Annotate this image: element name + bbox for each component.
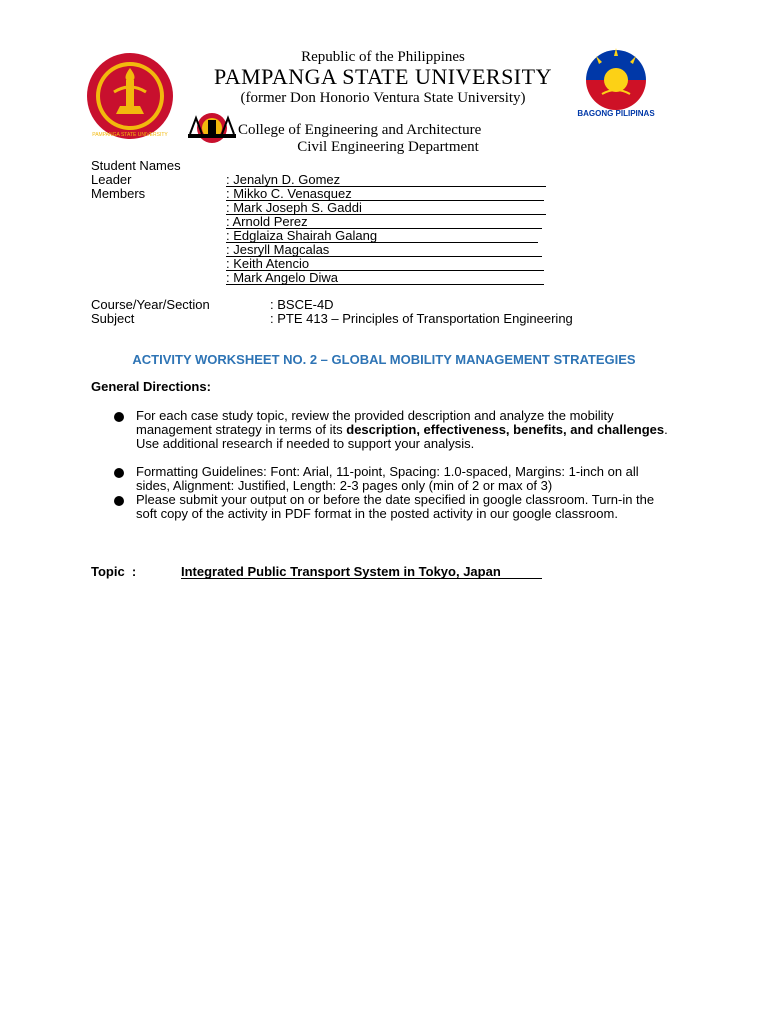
subject-label: Subject [91,311,135,326]
member-name: : Arnold Perez [226,215,542,229]
members-label: Members [91,186,146,201]
university-seal-logo [86,52,174,140]
member-name: : Mark Joseph S. Gaddi [226,201,546,215]
activity-title: ACTIVITY WORKSHEET NO. 2 – GLOBAL MOBILITY MANAGEMENT STRATEGIES [132,352,636,367]
direction-text: . Use additional research if needed to support your analysis. [136,422,668,451]
member-name: : Keith Atencio [226,257,544,271]
leader-name: : Jenalyn D. Gomez [226,173,546,187]
member-name: : Mikko C. Venasquez [226,187,544,201]
subject-value: : PTE 413 – Principles of Transportation Engineering [270,311,573,326]
topic-value: Integrated Public Transport System in Tokyo, Japan [181,565,542,579]
college-logo [186,112,238,144]
republic-line: Republic of the Philippines [301,49,465,65]
direction-text: For each case study topic, review the provided description and analyze the mobility management strategy in terms of its [136,408,614,437]
university-name: PAMPANGA STATE UNIVERSITY [214,64,552,89]
bullet-icon [114,496,124,506]
leader-label: Leader [91,172,132,187]
topic-label: Topic : [91,564,137,579]
course-label: Course/Year/Section [91,297,210,312]
bullet-icon [114,412,124,422]
logo-wordmark: BAGONG PILIPINAS [577,109,655,118]
member-name: : Edglaiza Shairah Galang [226,229,538,243]
direction-item: Formatting Guidelines: Font: Arial, 11-point, Spacing: 1.0-spaced, Margins: 1-inch on all sides, Alignment: Justified, Length: 2-3 pages only (min of 2 or max of 3) [136,464,639,493]
bullet-icon [114,468,124,478]
former-name: (former Don Honorio Ventura State University) [240,90,526,106]
direction-emphasis: description, effectiveness, benefits, and challenges [346,422,665,437]
student-names-heading: Student Names [91,158,181,173]
college-name: College of Engineering and Architecture [238,122,482,138]
department-name: Civil Engineering Department [297,139,479,155]
member-name: : Jesryll Magcalas [226,243,542,257]
direction-item: Please submit your output on or before the date specified in google classroom. Turn-in the soft copy of the activity in PDF format in the posted activity in our google classroom. [136,492,655,521]
svg-text:PAMPANGA STATE UNIVERSITY: PAMPANGA STATE UNIVERSITY [92,132,168,138]
member-name: : Mark Angelo Diwa [226,271,544,285]
directions-heading: General Directions: [91,379,211,394]
course-value: : BSCE-4D [270,297,334,312]
direction-item [136,409,671,451]
